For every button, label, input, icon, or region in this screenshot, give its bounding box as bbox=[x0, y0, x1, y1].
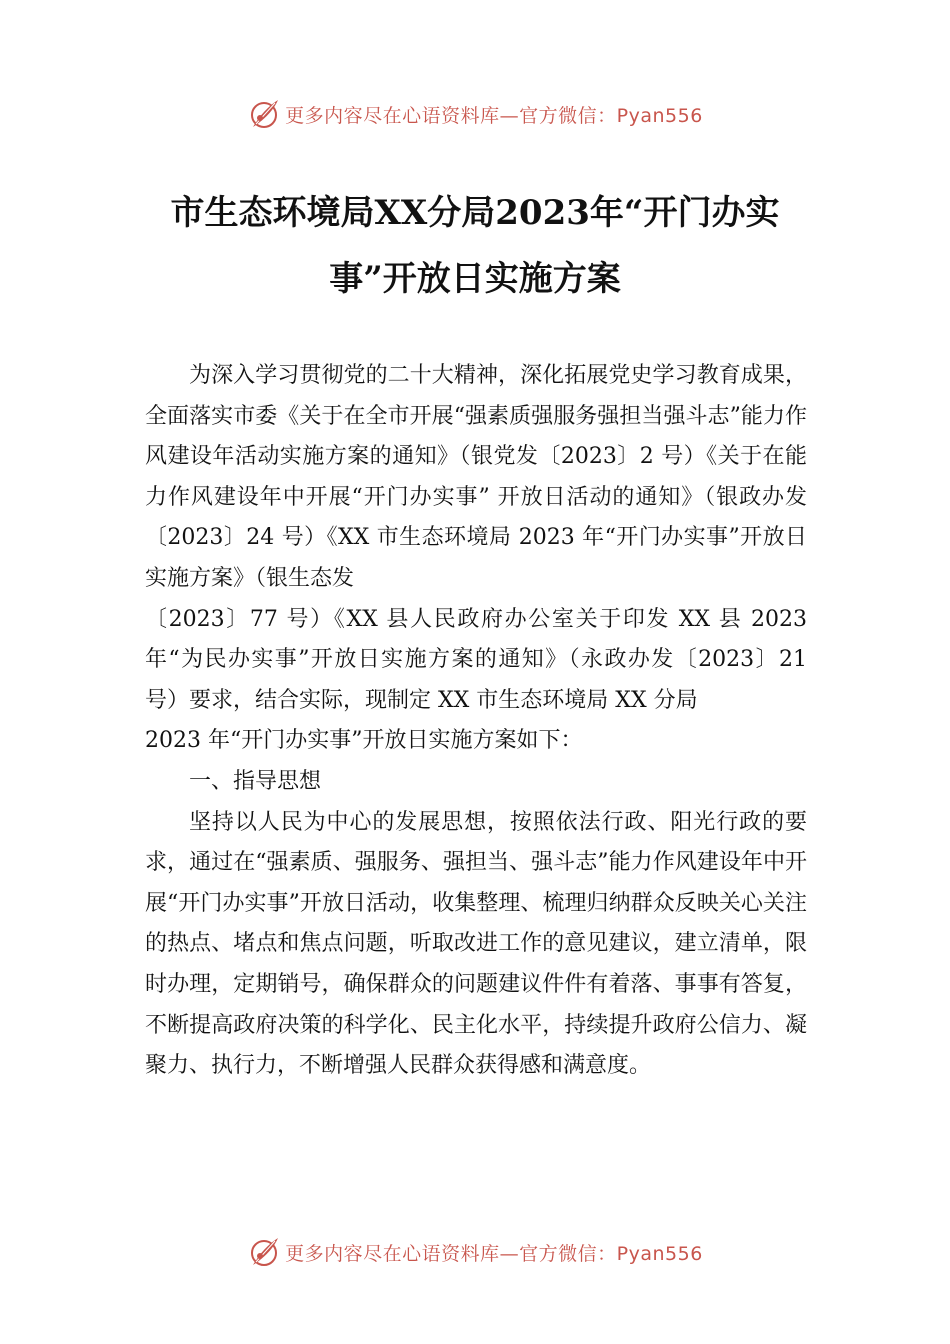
feather-quill-seal-icon bbox=[247, 97, 281, 131]
document-body bbox=[145, 356, 807, 1087]
document-title: 市生态环境局XX分局2023年“开门办实事”开放日实施方案 bbox=[170, 193, 780, 299]
watermark-banner-bottom bbox=[0, 1230, 950, 1274]
watermark-text bbox=[285, 101, 703, 128]
paragraph-guiding-ideology: 坚持以人民为中心的发展思想，按照依法行政、阳光行政的要求，通过在“强素质、强服务、强担当、强斗志”能力作风建设年中开展“开门办实事”开放日活动，收集整理、梳理归纳群众反映关心关注的热点、堵点和焦点问题，听取改进工作的意见建议，建立清单，限时办理，定期销号，确保群众的问题建议件件有着落、事事有答复，不断提高政府决策的科学化、民主化水平，持续提升政府公信力、凝聚力、执行力，不断增强人民群众获得感和满意度。 bbox=[145, 809, 807, 1079]
paragraph-intro-part2: 〔2023〕77 号）《XX 县人民政府办公室关于印发 XX 县 2023 年“为民办实事”开放日实施方案的通知》（永政办发〔2023〕21 号）要求，结合实际，现制定 XX 市生态环境局 XX 分局 bbox=[145, 606, 807, 713]
watermark-banner-top bbox=[0, 92, 950, 136]
watermark-handle: Pyan556 bbox=[616, 1242, 703, 1265]
section-heading-guiding-ideology: 一、指导思想 bbox=[189, 768, 322, 794]
feather-quill-seal-icon bbox=[247, 1235, 281, 1269]
watermark-text bbox=[285, 1239, 703, 1266]
paragraph-intro-part1: 为深入学习贯彻党的二十大精神，深化拓展党史学习教育成果，全面落实市委《关于在全市开展“强素质强服务强担当强斗志”能力作风建设年活动实施方案的通知》（银党发〔2023〕2 号）《关于在能力作风建设年中开展“开门办实事” 开放日活动的通知》（银政办发〔2023〕24 号）《XX 市生态环境局 2023 年“开门办实事”开放日实施方案》（银生态发 bbox=[145, 363, 807, 591]
watermark-label: 更多内容尽在心语资料库—官方微信： bbox=[285, 1242, 617, 1265]
watermark-label: 更多内容尽在心语资料库—官方微信： bbox=[285, 104, 617, 127]
watermark-handle: Pyan556 bbox=[616, 104, 703, 127]
paragraph-intro-part3: 2023 年“开门办实事”开放日实施方案如下： bbox=[145, 728, 583, 754]
